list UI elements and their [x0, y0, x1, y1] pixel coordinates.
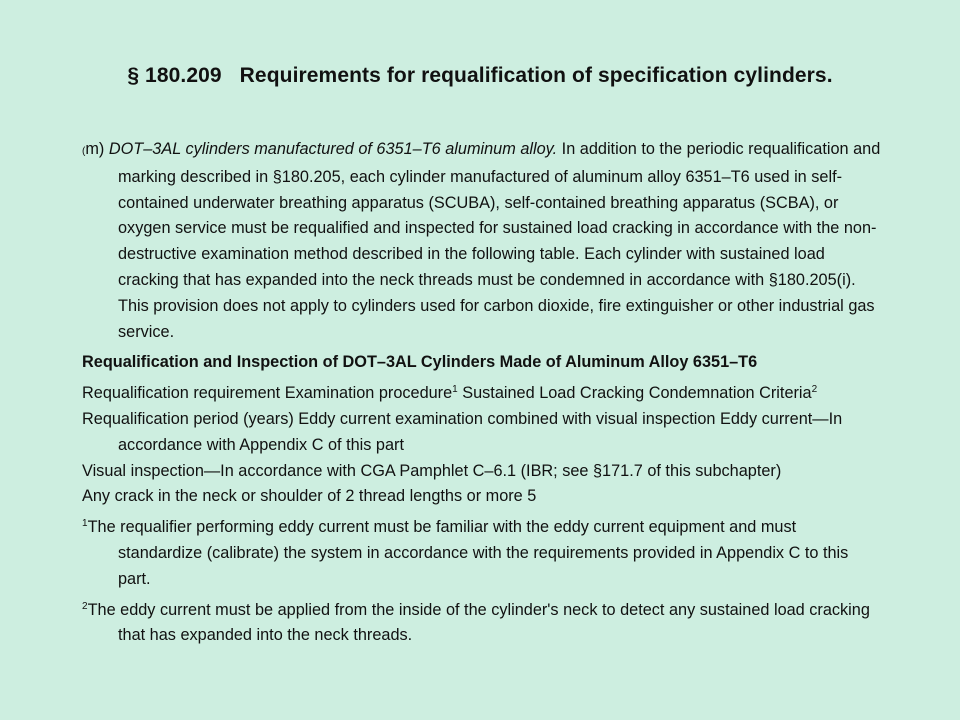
page-title [0, 64, 960, 88]
paragraph-italic-title: DOT–3AL cylinders manufactured of 6351–T6 aluminum alloy. [108, 140, 558, 158]
paragraph-label: m) [85, 140, 105, 158]
table-row-visual-inspection: Visual inspection—In accordance with CGA Pamphlet C–6.1 (IBR; see §171.7 of this subchapter) [82, 461, 782, 480]
paragraph-text: In addition to the periodic requalification and marking described in §180.205, each cylinder manufactured of aluminum alloy 6351–T6 used in self-contained underwater breathing apparatus (SCUBA), self-contained breathing apparatus (SCBA), or oxygen service must be requalified and inspected for sustained load cracking in accordance with the non-destructive examination method described in the following table. Each cylinder with sustained load cracking that has expanded into the neck threads must be condemned in accordance with §180.205(i). This provision does not apply to cylinders used for carbon dioxide, fire extinguisher or other industrial gas service. [118, 140, 881, 341]
table-row-eddy-current: Requalification period (years) Eddy current examination combined with visual inspection Eddy current—In accordance with Appendix C of this part [82, 409, 843, 454]
paragraph-open-paren: ( [82, 146, 86, 157]
section-heading: Requirements for requalification of specification cylinders. [239, 64, 833, 87]
footnote-1-text: The requalifier performing eddy current must be familiar with the eddy current equipment and must standardize (calibrate) the system in accordance with the requirements provided in Appendix C to this part. [87, 518, 849, 588]
paragraph-m [82, 137, 882, 345]
table-content [82, 381, 882, 510]
table-criteria-text: Sustained Load Cracking Condemnation Criteria [462, 384, 812, 403]
footnote-2-text: The eddy current must be applied from the inside of the cylinder's neck to detect any sustained load cracking that has expanded into the neck threads. [87, 600, 870, 645]
footnote-2-marker: 2 [82, 600, 88, 612]
footnote-ref-1: 1 [452, 384, 458, 396]
footnote-ref-2: 2 [811, 384, 818, 396]
regulation-body [82, 137, 882, 654]
footnote-1-marker: 1 [82, 518, 88, 530]
footnote-1 [82, 515, 882, 592]
table-header-text: Requalification requirement Examination procedure [82, 384, 453, 403]
table-heading: Requalification and Inspection of DOT–3AL Cylinders Made of Aluminum Alloy 6351–T6 [82, 353, 758, 372]
footnote-2 [82, 598, 882, 650]
section-number: § 180.209 [127, 64, 222, 87]
table-row-criteria: Any crack in the neck or shoulder of 2 thread lengths or more 5 [82, 487, 537, 506]
